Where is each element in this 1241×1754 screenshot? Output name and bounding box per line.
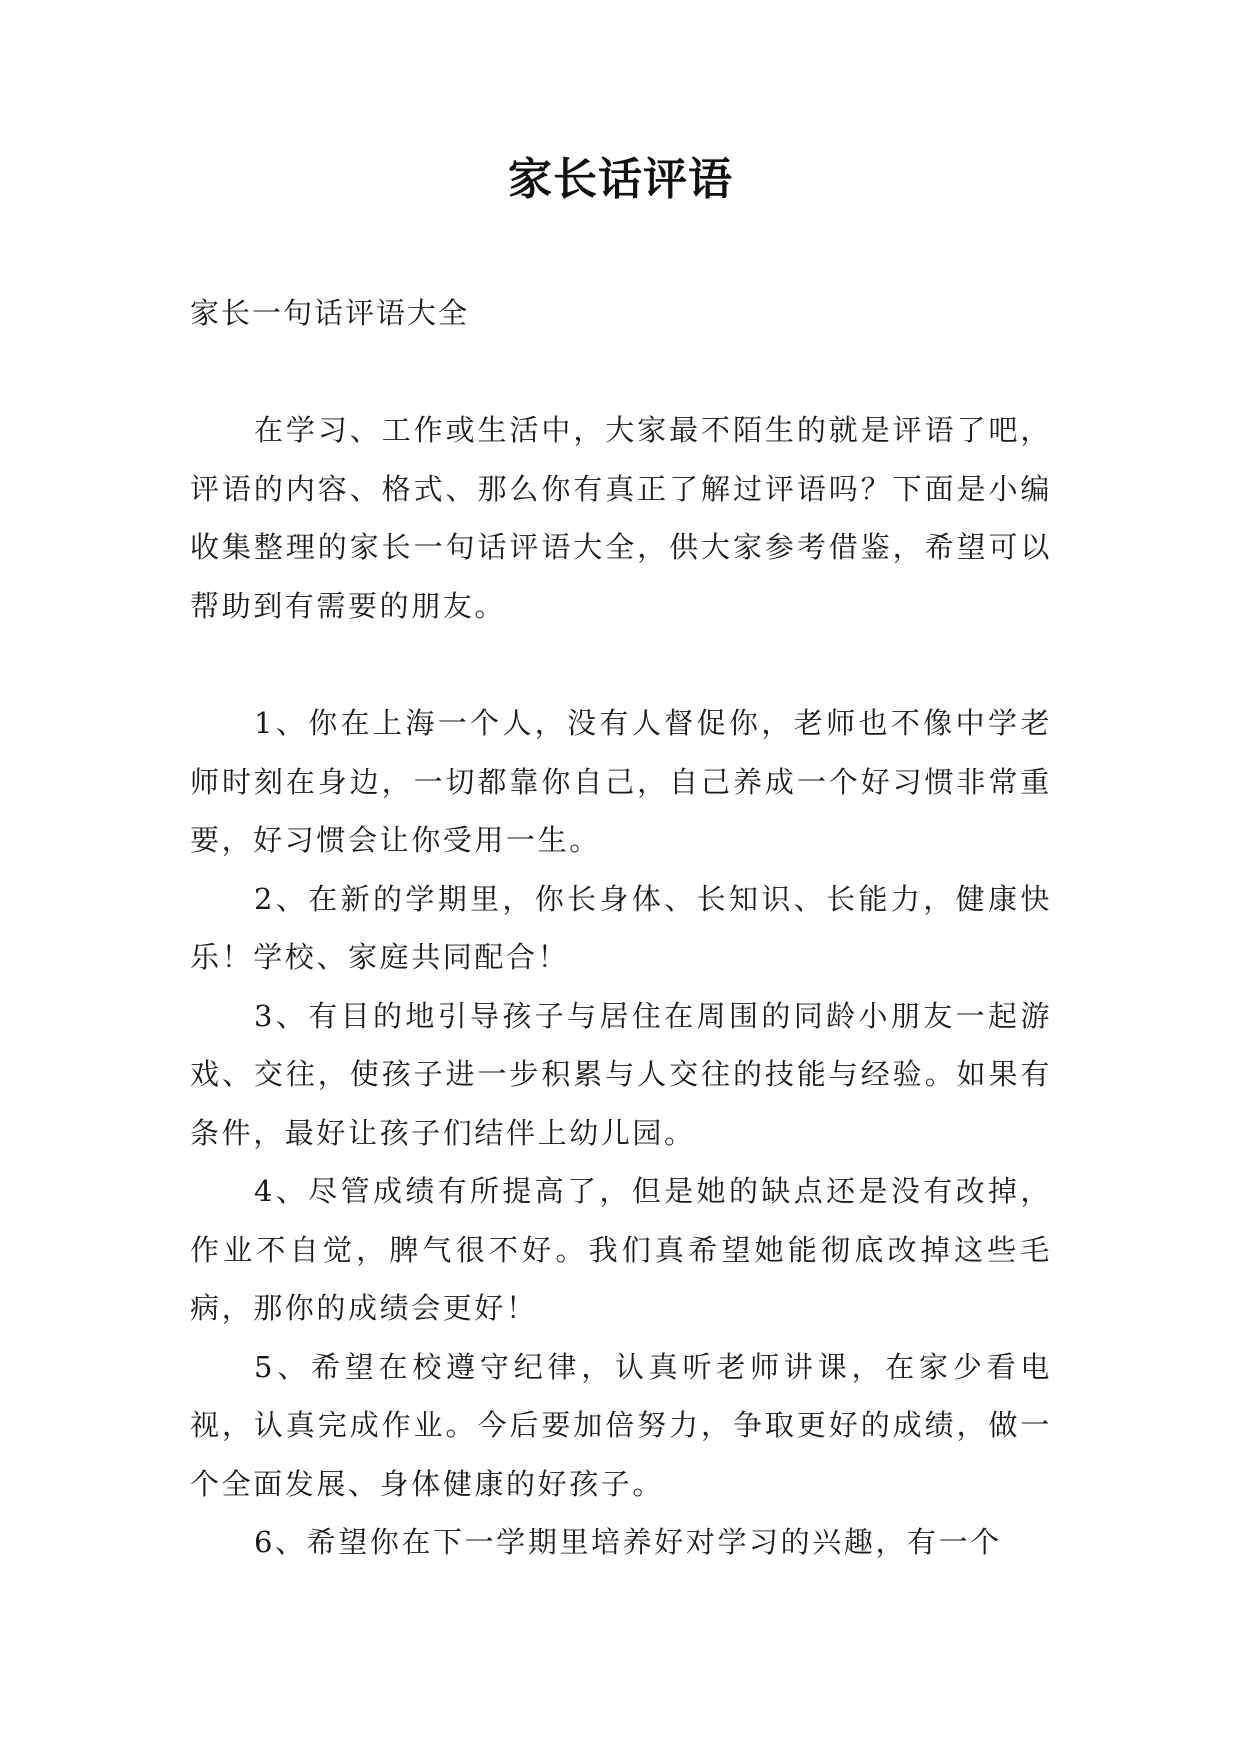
list-item: 2、在新的学期里，你长身体、长知识、长能力，健康快乐！学校、家庭共同配合！ <box>190 881 1052 974</box>
comment-list <box>190 694 1052 1572</box>
intro-paragraph: 在学习、工作或生活中，大家最不陌生的就是评语了吧，评语的内容、格式、那么你有真正了解过评语吗？下面是小编收集整理的家长一句话评语大全，供大家参考借鉴，希望可以帮助到有需要的朋友。 <box>190 413 1052 623</box>
list-item: 5、希望在校遵守纪律，认真听老师讲课，在家少看电视，认真完成作业。今后要加倍努力，争取更好的成绩，做一个全面发展、身体健康的好孩子。 <box>190 1349 1052 1501</box>
list-item: 6、希望你在下一学期里培养好对学习的兴趣，有一个 <box>254 1525 1002 1559</box>
list-item: 4、尽管成绩有所提高了，但是她的缺点还是没有改掉，作业不自觉，脾气很不好。我们真希望她能彻底改掉这些毛病，那你的成绩会更好！ <box>190 1174 1052 1325</box>
document-subtitle: 家长一句话评语大全 <box>190 296 470 330</box>
list-item: 1、你在上海一个人，没有人督促你，老师也不像中学老师时刻在身边，一切都靠你自己，自己养成一个好习惯非常重要，好习惯会让你受用一生。 <box>190 706 1052 857</box>
document-title: 家长话评语 <box>508 154 733 205</box>
list-item: 3、有目的地引导孩子与居住在周围的同龄小朋友一起游戏、交往，使孩子进一步积累与人交往的技能与经验。如果有条件，最好让孩子们结伴上幼儿园。 <box>190 998 1052 1150</box>
